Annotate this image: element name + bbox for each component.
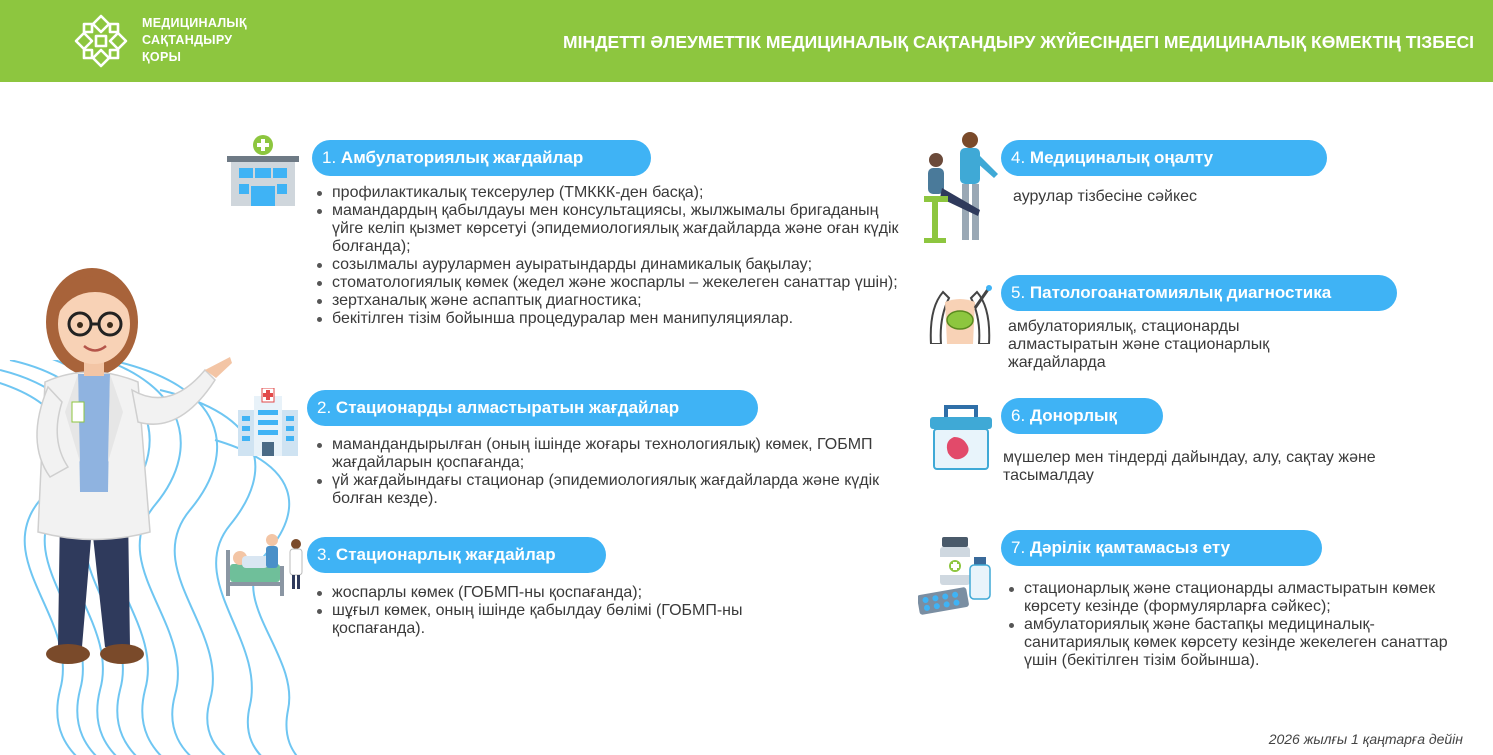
- section-7-number: 7.: [1011, 538, 1026, 557]
- section-5-title: Патологоанатомиялық диагностика: [1029, 283, 1332, 302]
- section-3-number: 3.: [317, 545, 332, 564]
- doctor-illustration: [20, 262, 240, 672]
- logo-line-3: ҚОРЫ: [142, 50, 182, 64]
- logo-line-2: САҚТАНДЫРУ: [142, 33, 233, 47]
- logo-text: [142, 15, 247, 66]
- pathology-diagnostics-icon: [925, 278, 995, 344]
- section-4-number: 4.: [1011, 148, 1026, 167]
- section-1-title-pill: [312, 140, 651, 176]
- section-2-number: 2.: [317, 398, 332, 417]
- footnote: 2026 жылғы 1 қаңтарға дейін: [1268, 731, 1463, 747]
- section-5-text: амбулаториялық, стационарды алмастыратын және стационарлық жағдайларда: [1008, 318, 1270, 371]
- donor-organ-box-icon: [928, 403, 994, 471]
- header-bar: [0, 0, 1493, 82]
- list-item: стационарлық және стационарды алмастыратын көмек көрсету кезінде (формулярларға сәйкес);: [1007, 580, 1467, 616]
- section-6-number: 6.: [1011, 406, 1026, 425]
- section-3-title-pill: [307, 537, 606, 573]
- section-7-title-pill: [1001, 530, 1322, 566]
- section-1-list: [315, 184, 900, 328]
- list-item: шұғыл көмек, оның ішінде қабылдау бөлімі (ГОБМП-ны қоспағанда).: [315, 602, 835, 638]
- hospital-ward-icon: [220, 530, 306, 602]
- page-title: МІНДЕТТІ ӘЛЕУМЕТТІК МЕДИЦИНАЛЫҚ САҚТАНДЫРУ ЖҮЙЕСІНДЕГІ МЕДИЦИНАЛЫҚ КӨМЕКТІҢ ТІЗБЕСІ: [563, 32, 1474, 52]
- list-item: мамандандырылған (оның ішінде жоғары технологиялық) көмек, ГОБМП жағдайларын қоспағанда;: [315, 436, 905, 472]
- list-item: мамандардың қабылдауы мен консультациясы, жылжымалы бригаданың үйге келіп қызмет көрсетуі (эпидемиологиялық жағдайларда және оған күдік болғанда);: [315, 202, 900, 256]
- insurance-fund-logo-icon: [72, 12, 130, 70]
- section-7-title: Дәрілік қамтамасыз ету: [1029, 538, 1231, 557]
- section-2-list: [315, 436, 905, 508]
- section-5-title-pill: [1001, 275, 1397, 311]
- section-5-number: 5.: [1011, 283, 1026, 302]
- rehabilitation-icon: [918, 130, 1002, 244]
- hospital-building-icon: [234, 388, 302, 456]
- list-item: бекітілген тізім бойынша процедуралар мен манипуляциялар.: [315, 310, 900, 328]
- list-item: стоматологиялық көмек (жедел және жоспарлы – жекелеген санаттар үшін);: [315, 274, 900, 292]
- list-item: созылмалы аурулармен ауыратындарды динамикалық бақылау;: [315, 256, 900, 274]
- list-item: амбулаториялық және бастапқы медициналық-санитариялық көмек көрсету кезінде жекелеген санаттар үшін (бекітілген тізім бойынша).: [1007, 616, 1467, 670]
- section-3-title: Стационарлық жағдайлар: [335, 545, 556, 564]
- list-item: зертханалық және аспаптық диагностика;: [315, 292, 900, 310]
- section-6-title-pill: [1001, 398, 1163, 434]
- section-4-title: Медициналық оңалту: [1029, 148, 1214, 167]
- section-7-list: [1007, 580, 1467, 670]
- section-6-text: мүшелер мен тіндерді дайындау, алу, сақтау және тасымалдау: [1003, 449, 1376, 484]
- section-2-title: Стационарды алмастыратын жағдайлар: [335, 398, 680, 417]
- logo-line-1: МЕДИЦИНАЛЫҚ: [142, 16, 247, 30]
- section-4-text: аурулар тізбесіне сәйкес: [1013, 188, 1198, 205]
- section-6-title: Донорлық: [1029, 406, 1118, 425]
- section-1-number: 1.: [322, 148, 337, 167]
- section-1-title: Амбулаториялық жағдайлар: [340, 148, 584, 167]
- list-item: үй жағдайындағы стационар (эпидемиологиялық жағдайларда және күдік болған кезде).: [315, 472, 905, 508]
- clinic-building-icon: [225, 134, 301, 208]
- section-4-title-pill: [1001, 140, 1327, 176]
- section-3-list: [315, 584, 835, 638]
- section-2-title-pill: [307, 390, 758, 426]
- medicine-bottles-icon: [918, 535, 998, 615]
- list-item: жоспарлы көмек (ГОБМП-ны қоспағанда);: [315, 584, 835, 602]
- list-item: профилактикалық тексерулер (ТМККК-ден басқа);: [315, 184, 900, 202]
